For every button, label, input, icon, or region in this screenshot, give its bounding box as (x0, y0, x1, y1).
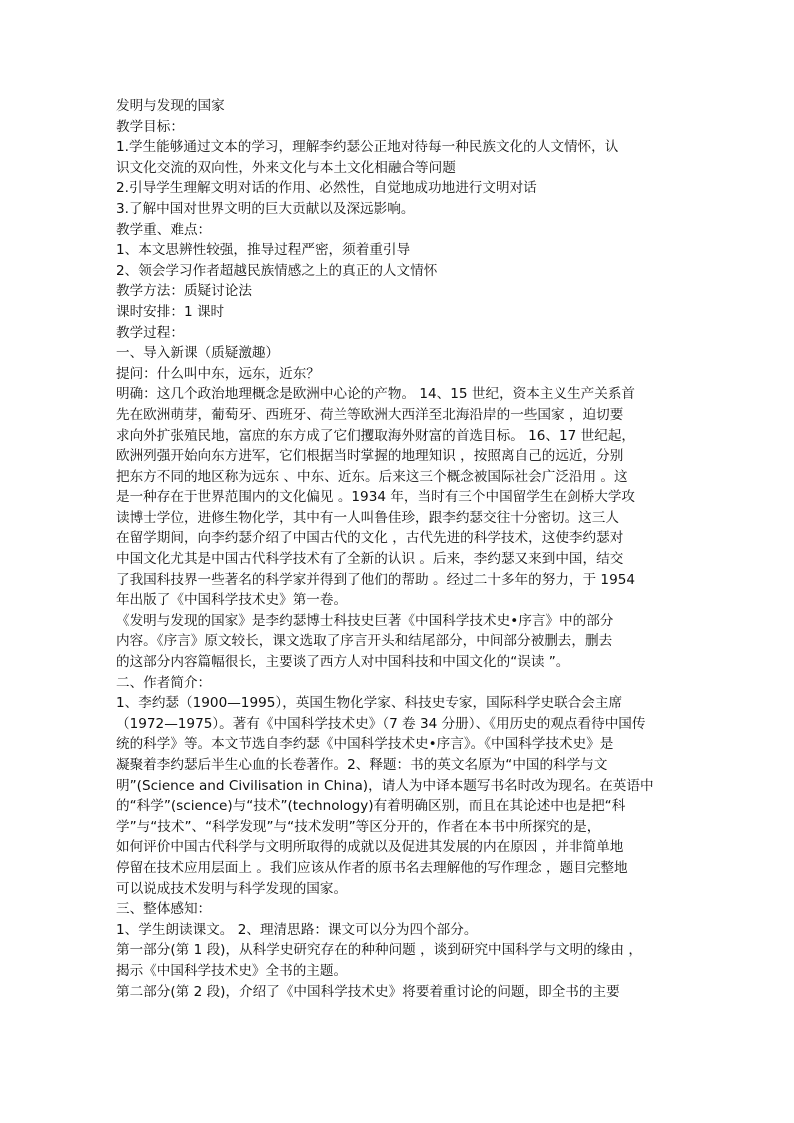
text-line: 可以说成技术发明与科学发现的国家。 (116, 880, 348, 897)
text-line: 揭示《中国科学技术史》全书的主题。 (116, 962, 348, 979)
section-heading-key-points: 教学重、难点： (116, 221, 212, 238)
text-line: 了我国科技界一些著名的科学家并得到了他们的帮助 。经过二十多年的努力，于 1954 (116, 571, 636, 588)
text-line: 教学方法：质疑讨论法 (116, 283, 252, 300)
subsection-heading: 一、导入新课（质疑激趣） (116, 345, 280, 362)
text-line: 1、本文思辨性较强，推导过程严密，须着重引导 (116, 242, 411, 259)
text-line: 第二部分(第 2 段)，介绍了《中国科学技术史》将要着重讨论的问题，即全书的主要 (116, 983, 620, 1000)
text-line: 凝聚着李约瑟后半生心血的长卷著作。2、释题：书的英文名原为“中国的科学与文 (116, 757, 608, 773)
text-line: 识文化交流的双向性，外来文化与本土文化相融合等问题 (116, 159, 456, 176)
text-line: 的这部分内容篇幅很长，主要谈了西方人对中国科技和中国文化的“误读 ”。 (116, 654, 570, 671)
text-line: 求向外扩张殖民地，富庶的东方成了它们攫取海外财富的首选目标。 16、17 世纪起， (116, 427, 636, 444)
section-heading-process: 教学过程： (116, 324, 184, 341)
text-line: 2.引导学生理解文明对话的作用、必然性，自觉地成功地进行文明对话 (116, 180, 537, 197)
text-line: 学”与“技术”、“科学发现”与“技术发明”等区分开的，作者在本书中所探究的是， (116, 818, 601, 835)
subsection-heading: 三、整体感知： (116, 901, 212, 918)
text-line: 如何评价中国古代科学与文明所取得的成就以及促进其发展的内在原因 ，并非简单地 (116, 839, 624, 856)
text-line: 停留在技术应用层面上 。我们应该从作者的原书名去理解他的写作理念 ，题目完整地 (116, 859, 628, 876)
document-page (116, 96, 684, 1002)
text-line: 欧洲列强开始向东方进军，它们根据当时掌握的地理知识 ，按照离自己的远近，分别 (116, 448, 624, 465)
text-line: 年出版了《中国科学技术史》第一卷。 (116, 592, 348, 609)
text-line: 3.了解中国对世界文明的巨大贡献以及深远影响。 (116, 200, 415, 217)
text-line: 先在欧洲萌芽，葡萄牙、西班牙、荷兰等欧洲大西洋至北海沿岸的一些国家 ，迫切要 (116, 406, 624, 423)
text-line: 2、领会学习作者超越民族情感之上的真正的人文情怀 (116, 262, 438, 279)
subsection-heading: 二、作者简介： (116, 674, 212, 691)
section-heading-teaching-goals: 教学目标： (116, 118, 184, 135)
text-line: 1.学生能够通过文本的学习，理解李约瑟公正地对待每一种民族文化的人文情怀，认 (116, 139, 619, 156)
text-line: 明”(Science and Civilisation in China)，请人为中译本题写书名时改为现名。在英语中 (116, 777, 654, 794)
text-line: 读博士学位，进修生物化学，其中有一人叫鲁佳珍，跟李约瑟交往十分密切。这三人 (116, 509, 619, 526)
text-line: 内容。《序言》原文较长，课文选取了序言开头和结尾部分，中间部分被删去，删去 (116, 633, 613, 650)
text-line: 把东方不同的地区称为远东 、中东、近东。后来这三个概念被国际社会广泛沿用 。这 (116, 468, 628, 485)
text-line: 是一种存在于世界范围内的文化偏见 。1934 年，当时有三个中国留学生在剑桥大学攻 (116, 489, 636, 506)
text-line: 中国文化尤其是中国古代科学技术有了全新的认识 。后来，李约瑟又来到中国，结交 (116, 551, 624, 568)
text-line: 《发明与发现的国家》是李约瑟博士科技史巨著《中国科学技术史•序言》中的部分 (116, 612, 614, 629)
text-line: 的“科学”(science)与“技术”(technology)有着明确区别，而且在其论述中也是把“科 (116, 798, 626, 815)
text-line: 明确：这几个政治地理概念是欧洲中心论的产物。 14、15 世纪，资本主义生产关系首 (116, 386, 636, 403)
document-title: 发明与发现的国家 (116, 98, 225, 114)
text-line: 课时安排：1 课时 (116, 303, 225, 320)
text-line: 统的科学》等。本文节选自李约瑟《中国科学技术史•序言》。《中国科学技术史》是 (116, 736, 614, 753)
text-line: 第一部分(第 1 段)，从科学史研究存在的种种问题 ，谈到研究中国科学与文明的缘由 ， (116, 942, 642, 959)
text-line: 提问：什么叫中东，远东，近东？ (116, 365, 320, 382)
text-line: 在留学期间，向李约瑟介绍了中国古代的文化 ，古代先进的科学技术，这使李约瑟对 (116, 530, 624, 547)
text-line: 1、学生朗读课文。 2、理清思路：课文可以分为四个部分。 (116, 921, 478, 938)
text-line: 1、李约瑟（1900—1995），英国生物化学家、科技史专家，国际科学史联合会主席 (116, 695, 623, 712)
text-line: （1972—1975）。著有《中国科学技术史》（7 卷 34 分册）、《用历史的观点看待中国传 (116, 715, 646, 732)
